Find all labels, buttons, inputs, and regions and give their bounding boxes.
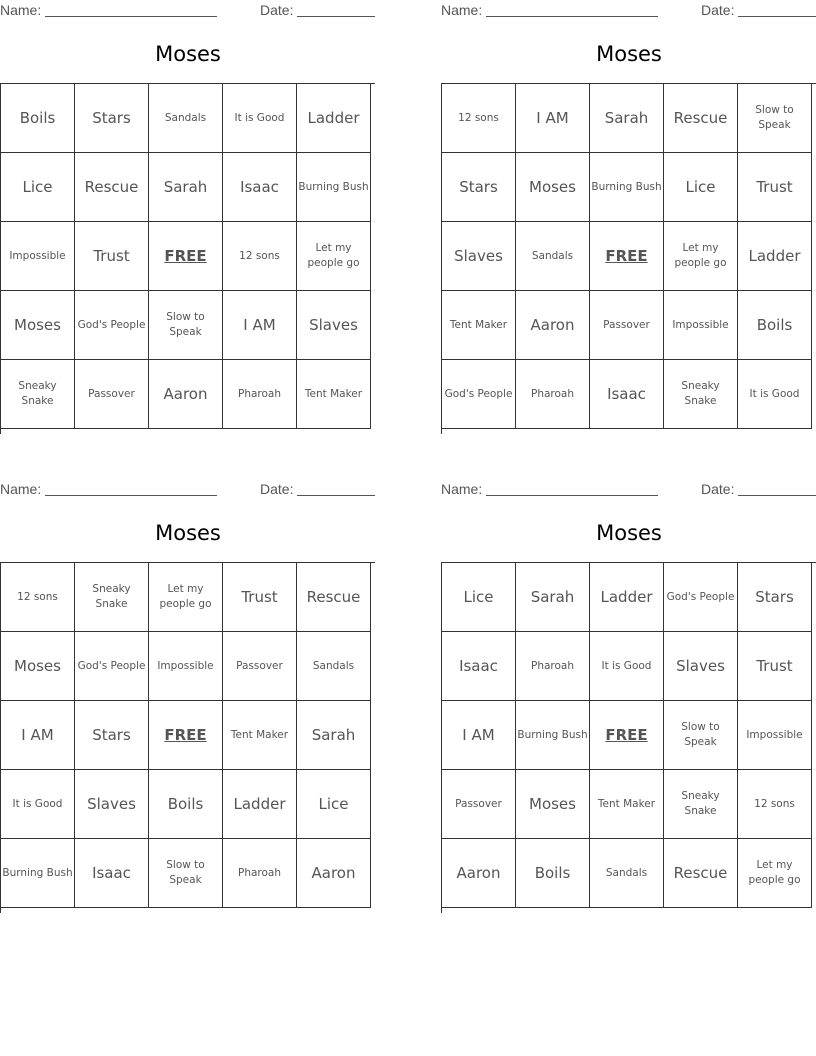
bingo-cell xyxy=(664,770,738,839)
bingo-cell xyxy=(516,839,590,908)
bingo-grid xyxy=(441,562,816,913)
bingo-cell xyxy=(590,360,664,429)
bingo-cell xyxy=(516,360,590,429)
bingo-cell xyxy=(223,291,297,360)
bingo-cell xyxy=(738,770,812,839)
cell-label: Moses xyxy=(529,177,576,196)
cell-label: God's People xyxy=(666,590,735,603)
name-date-bar xyxy=(441,479,816,499)
bingo-cell xyxy=(297,222,371,291)
cell-label: Let my people go xyxy=(674,242,727,269)
bingo-cell xyxy=(516,701,590,770)
free-space-cell xyxy=(590,701,664,770)
cell-label: I AM xyxy=(21,725,54,744)
date-label: Date: xyxy=(260,2,294,18)
cell-label: Slaves xyxy=(676,656,725,675)
cell-label: Stars xyxy=(755,587,794,606)
cell-label: Sneaky Snake xyxy=(681,790,720,817)
cell-label: Impossible xyxy=(672,318,729,331)
bingo-cell xyxy=(223,84,297,153)
cell-label: Trust xyxy=(756,656,793,675)
bingo-cell xyxy=(223,360,297,429)
cell-label: FREE xyxy=(164,246,207,265)
bingo-cell xyxy=(590,632,664,701)
bingo-cell xyxy=(516,770,590,839)
cell-label: Tent Maker xyxy=(304,387,363,400)
bingo-grid xyxy=(0,83,375,434)
bingo-cell xyxy=(1,632,75,701)
bingo-cell xyxy=(442,291,516,360)
cell-label: Slaves xyxy=(454,246,503,265)
cell-label: I AM xyxy=(243,315,276,334)
bingo-cell xyxy=(664,222,738,291)
bingo-cell xyxy=(75,360,149,429)
bingo-cell xyxy=(297,360,371,429)
free-space-cell xyxy=(149,222,223,291)
card-title: Moses xyxy=(596,521,662,545)
cell-label: Tent Maker xyxy=(597,797,656,810)
bingo-cell xyxy=(738,360,812,429)
cell-label: Moses xyxy=(529,794,576,813)
cell-label: It is Good xyxy=(12,797,63,810)
bingo-cell xyxy=(75,770,149,839)
bingo-cell xyxy=(223,563,297,632)
bingo-cell xyxy=(1,291,75,360)
bingo-cell xyxy=(442,222,516,291)
cell-label: FREE xyxy=(605,246,648,265)
cell-label: It is Good xyxy=(234,111,285,124)
bingo-cell xyxy=(516,153,590,222)
cell-label: Slow to Speak xyxy=(681,721,720,748)
bingo-cell xyxy=(516,222,590,291)
date-label: Date: xyxy=(701,2,735,18)
bingo-cell xyxy=(1,839,75,908)
cell-label: Sarah xyxy=(311,725,356,744)
bingo-cell xyxy=(1,360,75,429)
cell-label: God's People xyxy=(77,659,146,672)
bingo-cell xyxy=(223,632,297,701)
bingo-cell xyxy=(297,632,371,701)
cell-label: Sandals xyxy=(605,866,648,879)
cell-label: Passover xyxy=(603,318,650,331)
bingo-cell xyxy=(223,839,297,908)
cell-label: Stars xyxy=(92,725,131,744)
cell-label: Stars xyxy=(92,108,131,127)
bingo-cell xyxy=(738,632,812,701)
cell-label: Pharoah xyxy=(237,866,282,879)
bingo-cell xyxy=(442,770,516,839)
bingo-cell xyxy=(590,770,664,839)
cell-label: Burning Bush xyxy=(517,728,588,741)
bingo-cell xyxy=(738,222,812,291)
cell-label: Burning Bush xyxy=(2,866,73,879)
bingo-cell xyxy=(149,84,223,153)
bingo-cell xyxy=(75,839,149,908)
card-title: Moses xyxy=(596,42,662,66)
cell-label: 12 sons xyxy=(17,590,58,603)
bingo-cell xyxy=(664,563,738,632)
bingo-cell xyxy=(1,222,75,291)
cell-label: Sandals xyxy=(164,111,207,124)
name-label: Name: xyxy=(0,2,42,18)
cell-label: Sneaky Snake xyxy=(681,380,720,407)
date-line xyxy=(738,495,816,496)
bingo-cell xyxy=(590,84,664,153)
cell-label: Let my people go xyxy=(307,242,360,269)
bingo-cell xyxy=(738,291,812,360)
cell-label: 12 sons xyxy=(754,797,795,810)
bingo-cell xyxy=(442,701,516,770)
bingo-cell xyxy=(442,563,516,632)
name-line xyxy=(486,495,658,496)
cell-label: Boils xyxy=(19,108,56,127)
cell-label: Aaron xyxy=(530,315,575,334)
cell-label: God's People xyxy=(444,387,513,400)
bingo-cell xyxy=(738,701,812,770)
cell-label: God's People xyxy=(77,318,146,331)
bingo-cell xyxy=(297,563,371,632)
cell-label: Aaron xyxy=(456,863,501,882)
cell-label: Let my people go xyxy=(748,859,801,886)
bingo-cell xyxy=(442,360,516,429)
bingo-cell xyxy=(149,153,223,222)
free-space-cell xyxy=(149,701,223,770)
bingo-cell xyxy=(223,153,297,222)
cell-label: It is Good xyxy=(601,659,652,672)
bingo-cell xyxy=(223,222,297,291)
bingo-cell xyxy=(223,701,297,770)
cell-label: Let my people go xyxy=(159,583,212,610)
cell-label: Lice xyxy=(22,177,53,196)
bingo-cell xyxy=(75,84,149,153)
date-line xyxy=(297,16,375,17)
date-line xyxy=(738,16,816,17)
bingo-cell xyxy=(738,839,812,908)
bingo-cell xyxy=(738,153,812,222)
cell-label: Rescue xyxy=(306,587,361,606)
bingo-cell xyxy=(516,632,590,701)
name-line xyxy=(45,495,217,496)
name-line xyxy=(45,16,217,17)
bingo-cell xyxy=(75,563,149,632)
cell-label: Boils xyxy=(756,315,793,334)
cell-label: Sandals xyxy=(312,659,355,672)
bingo-cell xyxy=(1,701,75,770)
cell-label: Sandals xyxy=(531,249,574,262)
bingo-cell xyxy=(149,360,223,429)
bingo-cell xyxy=(664,701,738,770)
cell-label: Tent Maker xyxy=(230,728,289,741)
bingo-cell xyxy=(590,839,664,908)
cell-label: Trust xyxy=(756,177,793,196)
cell-label: 12 sons xyxy=(239,249,280,262)
date-label: Date: xyxy=(701,481,735,497)
bingo-cell xyxy=(664,291,738,360)
bingo-cell xyxy=(664,632,738,701)
bingo-cell xyxy=(442,632,516,701)
cell-label: Pharoah xyxy=(530,659,575,672)
cell-label: Passover xyxy=(88,387,135,400)
cell-label: Slaves xyxy=(309,315,358,334)
cell-label: Stars xyxy=(459,177,498,196)
bingo-cell xyxy=(664,839,738,908)
cell-label: Aaron xyxy=(311,863,356,882)
cell-label: Isaac xyxy=(459,656,498,675)
cell-label: FREE xyxy=(164,725,207,744)
free-space-cell xyxy=(590,222,664,291)
bingo-cell xyxy=(149,632,223,701)
bingo-cell xyxy=(738,84,812,153)
cell-label: Rescue xyxy=(673,108,728,127)
bingo-cell xyxy=(75,632,149,701)
cell-label: Impossible xyxy=(157,659,214,672)
cell-label: Slaves xyxy=(87,794,136,813)
name-label: Name: xyxy=(0,481,42,497)
cell-label: Pharoah xyxy=(237,387,282,400)
bingo-cell xyxy=(1,770,75,839)
cell-label: Ladder xyxy=(307,108,360,127)
bingo-cell xyxy=(297,291,371,360)
bingo-cell xyxy=(149,291,223,360)
name-date-bar xyxy=(441,0,816,20)
cell-label: Sneaky Snake xyxy=(18,380,57,407)
card-title: Moses xyxy=(155,42,221,66)
bingo-cell xyxy=(1,153,75,222)
bingo-grid xyxy=(0,562,375,913)
bingo-cell xyxy=(75,701,149,770)
cell-label: Impossible xyxy=(9,249,66,262)
cell-label: Sarah xyxy=(604,108,649,127)
cell-label: Burning Bush xyxy=(298,180,369,193)
bingo-cell xyxy=(590,153,664,222)
bingo-cell xyxy=(297,701,371,770)
bingo-cell xyxy=(1,84,75,153)
cell-label: Ladder xyxy=(233,794,286,813)
bingo-cell xyxy=(149,839,223,908)
bingo-cell xyxy=(664,360,738,429)
cell-label: 12 sons xyxy=(458,111,499,124)
name-line xyxy=(486,16,658,17)
cell-label: FREE xyxy=(605,725,648,744)
bingo-cell xyxy=(442,153,516,222)
cell-label: Rescue xyxy=(673,863,728,882)
bingo-cell xyxy=(516,563,590,632)
bingo-cell xyxy=(149,770,223,839)
cell-label: Burning Bush xyxy=(591,180,662,193)
cell-label: Moses xyxy=(14,315,61,334)
cell-label: I AM xyxy=(536,108,569,127)
bingo-cell xyxy=(297,839,371,908)
cell-label: Lice xyxy=(463,587,494,606)
bingo-cell xyxy=(516,84,590,153)
cell-label: Isaac xyxy=(92,863,131,882)
cell-label: It is Good xyxy=(749,387,800,400)
cell-label: Trust xyxy=(241,587,278,606)
cell-label: Pharoah xyxy=(530,387,575,400)
bingo-cell xyxy=(590,563,664,632)
bingo-cell xyxy=(442,84,516,153)
cell-label: Ladder xyxy=(600,587,653,606)
cell-label: Impossible xyxy=(746,728,803,741)
bingo-cell xyxy=(738,563,812,632)
bingo-cell xyxy=(516,291,590,360)
bingo-cell xyxy=(297,153,371,222)
bingo-cell xyxy=(664,84,738,153)
name-label: Name: xyxy=(441,2,483,18)
bingo-cell xyxy=(149,563,223,632)
cell-label: Aaron xyxy=(163,384,208,403)
cell-label: Boils xyxy=(534,863,571,882)
cell-label: Moses xyxy=(14,656,61,675)
cell-label: Sarah xyxy=(530,587,575,606)
bingo-cell xyxy=(223,770,297,839)
cell-label: Sarah xyxy=(163,177,208,196)
cell-label: Boils xyxy=(167,794,204,813)
cell-label: Slow to Speak xyxy=(166,859,205,886)
name-date-bar xyxy=(0,0,376,20)
cell-label: Passover xyxy=(236,659,283,672)
bingo-cell xyxy=(1,563,75,632)
name-label: Name: xyxy=(441,481,483,497)
cell-label: Rescue xyxy=(84,177,139,196)
cell-label: Slow to Speak xyxy=(166,311,205,338)
cell-label: Lice xyxy=(318,794,349,813)
bingo-cell xyxy=(297,84,371,153)
bingo-grid xyxy=(441,83,816,434)
bingo-cell xyxy=(442,839,516,908)
cell-label: Passover xyxy=(455,797,502,810)
date-line xyxy=(297,495,375,496)
cell-label: Ladder xyxy=(748,246,801,265)
cell-label: Isaac xyxy=(240,177,279,196)
cell-label: Lice xyxy=(685,177,716,196)
cell-label: Trust xyxy=(93,246,130,265)
cell-label: Isaac xyxy=(607,384,646,403)
bingo-cell xyxy=(297,770,371,839)
name-date-bar xyxy=(0,479,376,499)
cell-label: Slow to Speak xyxy=(755,104,794,131)
bingo-cell xyxy=(75,153,149,222)
bingo-cell xyxy=(75,222,149,291)
bingo-cell xyxy=(590,291,664,360)
bingo-cell xyxy=(664,153,738,222)
date-label: Date: xyxy=(260,481,294,497)
card-title: Moses xyxy=(155,521,221,545)
cell-label: Tent Maker xyxy=(449,318,508,331)
cell-label: I AM xyxy=(462,725,495,744)
cell-label: Sneaky Snake xyxy=(92,583,131,610)
bingo-cell xyxy=(75,291,149,360)
